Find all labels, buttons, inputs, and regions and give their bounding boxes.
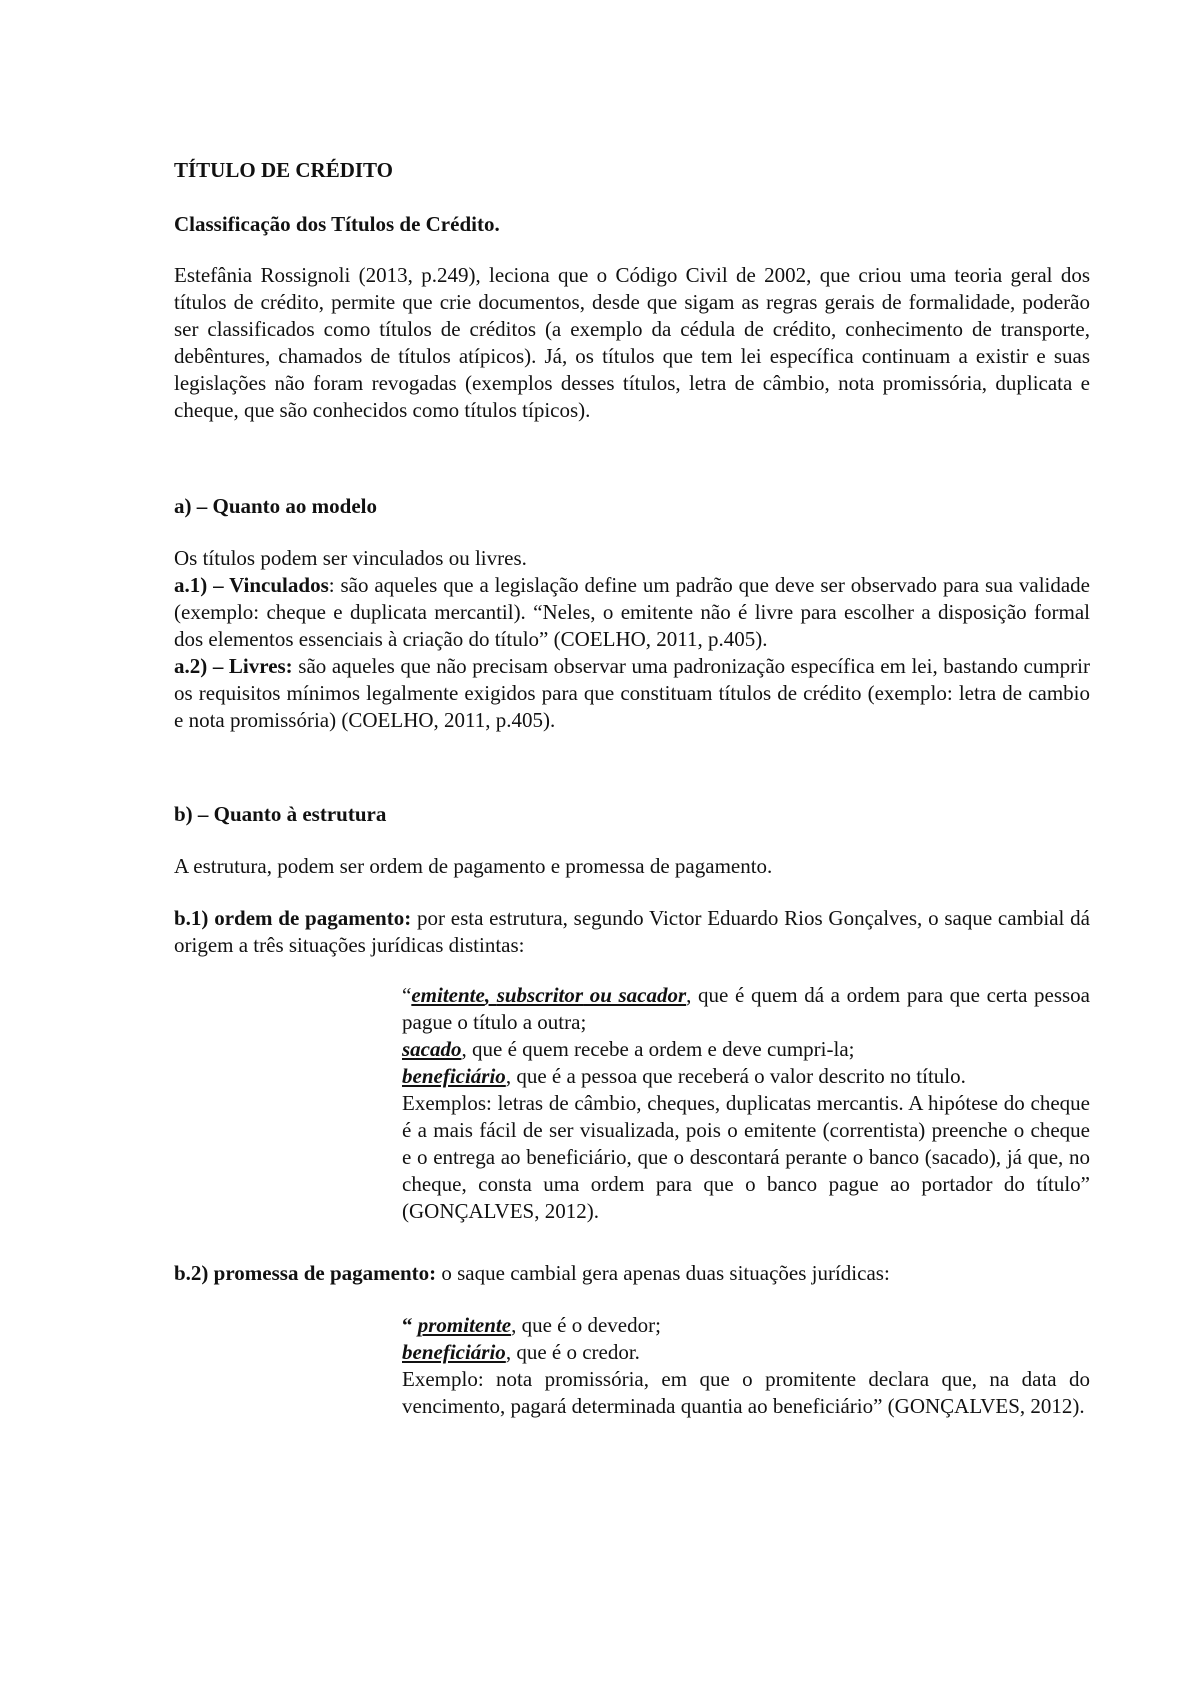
document-title: TÍTULO DE CRÉDITO: [174, 158, 394, 182]
b1-label: b.1) ordem de pagamento:: [174, 906, 412, 930]
quote1-line1-rest: , que é quem dá a ordem para que certa pessoa pague o título a outra;: [402, 983, 1091, 1034]
term-sacado: sacado: [402, 1037, 462, 1061]
term-sacador: sacador: [618, 983, 687, 1007]
block-quote-2: [402, 1312, 1090, 1420]
b2-label: b.2) promessa de pagamento:: [174, 1261, 437, 1285]
term-promitente: promitente: [417, 1313, 512, 1337]
quote2-line1-rest: , que é o devedor;: [511, 1313, 661, 1337]
b2-text: o saque cambial gera apenas duas situações jurídicas:: [436, 1261, 890, 1285]
a1-label: a.1) – Vinculados: [174, 573, 329, 597]
quote2-example: Exemplo: nota promissória, em que o promitente declara que, na data do vencimento, pagará determinada quantia ao beneficiário” (GONÇALVES, 2012).: [402, 1367, 1090, 1418]
section-a-lead: Os títulos podem ser vinculados ou livres.: [174, 546, 527, 570]
b1-paragraph: [174, 905, 1090, 959]
b1-text: por esta estrutura, segundo Victor Eduardo Rios Gonçalves, o saque cambial dá origem a três situações jurídicas distintas:: [174, 906, 1090, 957]
quote2-line2-rest: , que é o credor.: [505, 1340, 640, 1364]
a1-text: : são aqueles que a legislação define um padrão que deve ser observado para sua validade (exemplo: cheque e duplicata mercantil). “Neles, o emitente não é livre para escolher a disposição formal dos elementos essenciais à criação do título” (COELHO, 2011, p.405).: [174, 573, 1091, 651]
a2-text: são aqueles que não precisam observar uma padronização específica em lei, bastando cumprir os requisitos mínimos legalmente exigidos para que constituam títulos de crédito (exemplo: letra de cambio e nota promissória) (COELHO, 2011, p.405).: [174, 654, 1091, 732]
term-ou: ou: [583, 983, 619, 1007]
quote1-examples: Exemplos: letras de câmbio, cheques, duplicatas mercantis. A hipótese do cheque é a mais fácil de ser visualizada, pois o emitente (correntista) preenche o cheque e o entrega ao beneficiário, que o descontará perante o banco (sacado), já que, no cheque, consta uma ordem para que o banco pague ao portador do título” (GONÇALVES, 2012).: [402, 1091, 1090, 1223]
section-b-heading: b) – Quanto à estrutura: [174, 802, 387, 826]
quote1-line3-rest: , que é a pessoa que receberá o valor descrito no título.: [505, 1064, 966, 1088]
quote1-open-mark: “: [402, 983, 412, 1007]
term-emitente: emitente: [411, 983, 485, 1007]
quote1-line2-rest: , que é quem recebe a ordem e deve cumpri-la;: [461, 1037, 855, 1061]
term-beneficiario-2: beneficiário: [402, 1340, 506, 1364]
section-a-heading: a) – Quanto ao modelo: [174, 494, 378, 518]
a2-label: a.2) – Livres:: [174, 654, 293, 678]
block-quote-1: [402, 982, 1090, 1225]
term-sep: ,: [484, 983, 497, 1007]
intro-paragraph: Estefânia Rossignoli (2013, p.249), leciona que o Código Civil de 2002, que criou uma teoria geral dos títulos de crédito, permite que crie documentos, desde que sigam as regras gerais de formalidade, poderão ser classificados como títulos de créditos (a exemplo da cédula de crédito, conhecimento de transporte, debêntures, chamados de títulos atípicos). Já, os títulos que tem lei específica continuam a existir e suas legislações não foram revogadas (exemplos desses títulos, letra de câmbio, nota promissória, duplicata e cheque, que são conhecidos como títulos típicos).: [174, 263, 1090, 422]
document-subtitle: Classificação dos Títulos de Crédito.: [174, 212, 500, 236]
section-b-lead: A estrutura, podem ser ordem de pagamento e promessa de pagamento.: [174, 854, 773, 878]
term-beneficiario: beneficiário: [402, 1064, 506, 1088]
b2-paragraph: [174, 1260, 1090, 1287]
term-subscritor: subscritor: [496, 983, 584, 1007]
quote2-open-mark: “: [402, 1313, 418, 1337]
section-a-body: [174, 545, 1090, 734]
